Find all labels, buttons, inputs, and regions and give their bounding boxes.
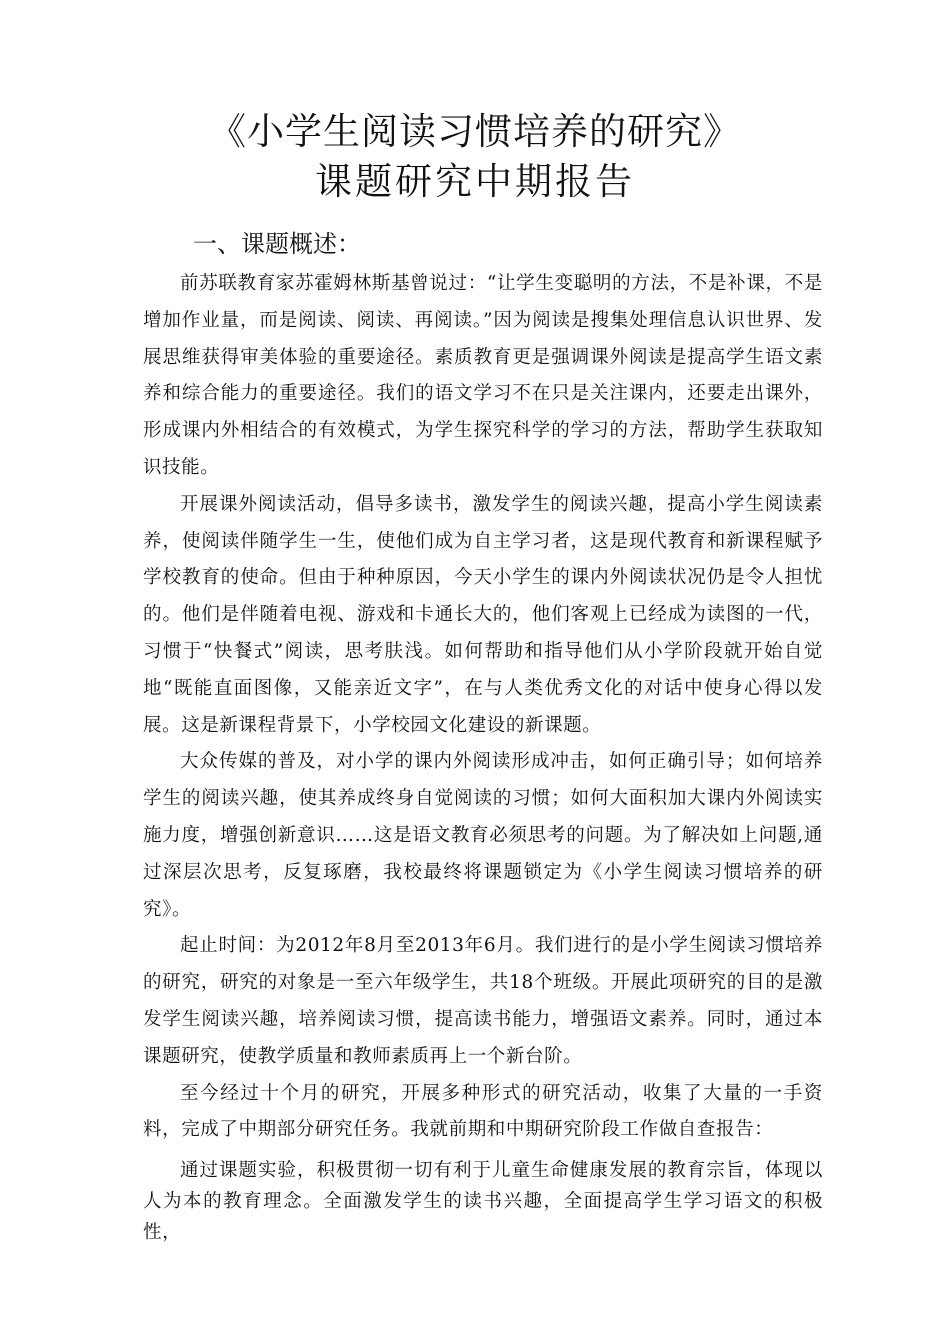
paragraph: 开展课外阅读活动，倡导多读书，激发学生的阅读兴趣，提高小学生阅读素养，使阅读伴随学生一生，使他们成为自主学习者，这是现代教育和新课程赋予学校教育的使命。但由于种种原因，今天小学生的课内外阅读状况仍是令人担忧的。他们是伴随着电视、游戏和卡通长大的，他们客观上已经成为读图的一代，习惯于“快餐式”阅读，思考肤浅。如何帮助和指导他们从小学阶段就开始自觉地“既能直面图像，又能亲近文字”，在与人类优秀文化的对话中使身心得以发展。这是新课程背景下，小学校园文化建设的新课题。 <box>143 493 823 736</box>
paragraph: 至今经过十个月的研究，开展多种形式的研究活动，收集了大量的一手资料，完成了中期部分研究任务。我就前期和中期研究阶段工作做自查报告： <box>143 1082 823 1141</box>
paragraph: 大众传媒的普及，对小学的课内外阅读形成冲击，如何正确引导；如何培养学生的阅读兴趣，使其养成终身自觉阅读的习惯；如何大面积加大课内外阅读实施力度，增强创新意识……这是语文教育必须思考的问题。为了解决如上问题,通过深层次思考，反复琢磨，我校最终将课题锁定为《小学生阅读习惯培养的研究》。 <box>143 751 823 920</box>
paragraph: 通过课题实验，积极贯彻一切有利于儿童生命健康发展的教育宗旨，体现以人为本的教育理念。全面激发学生的读书兴趣，全面提高学生学习语文的积极性， <box>143 1160 823 1244</box>
document-body <box>143 266 823 1248</box>
document-title: 《小学生阅读习惯培养的研究》 <box>209 110 741 153</box>
paragraph: 起止时间：为2012年8月至2013年6月。我们进行的是小学生阅读习惯培养的研究，研究的对象是一至六年级学生，共18个班级。开展此项研究的目的是激发学生阅读兴趣，培养阅读习惯，提高读书能力，增强语文素养。同时，通过本课题研究，使教学质量和教师素质再上一个新台阶。 <box>143 935 823 1067</box>
section-heading: 一、课题概述： <box>193 230 361 258</box>
paragraph: 前苏联教育家苏霍姆林斯基曾说过：“让学生变聪明的方法，不是补课，不是增加作业量，而是阅读、阅读、再阅读。”因为阅读是搜集处理信息认识世界、发展思维获得审美体验的重要途径。素质教育更是强调课外阅读是提高学生语文素养和综合能力的重要途径。我们的语文学习不在只是关注课内，还要走出课外，形成课内外相结合的有效模式，为学生探究科学的学习的方法，帮助学生获取知识技能。 <box>143 273 823 478</box>
document-subtitle: 课题研究中期报告 <box>315 160 635 203</box>
